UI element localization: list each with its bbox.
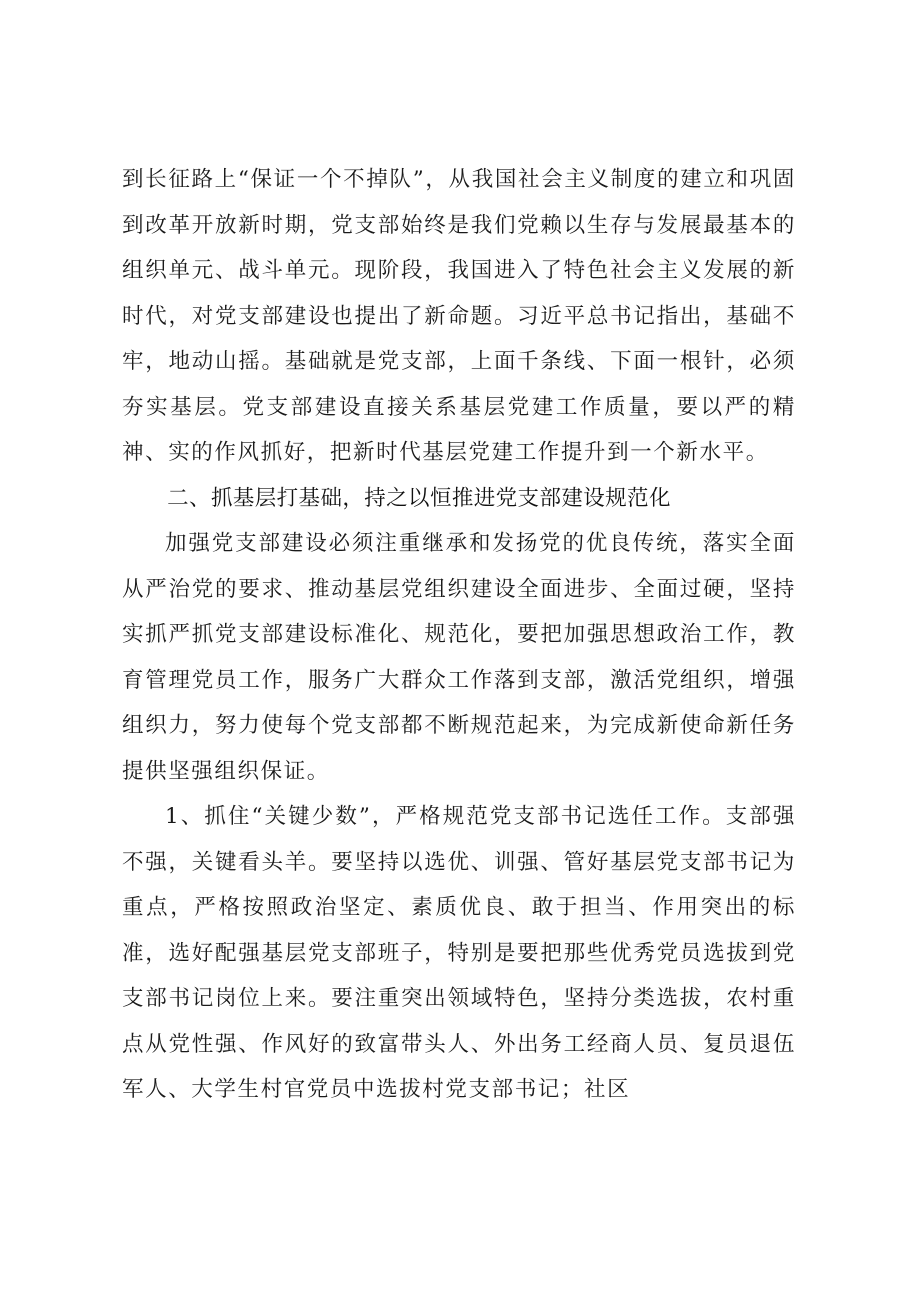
document-body: [122, 157, 796, 1113]
continuation-paragraph: 到长征路上“保证一个不掉队”，从我国社会主义制度的建立和巩固到改革开放新时期，党支部始终是我们党赖以生存与发展最基本的组织单元、战斗单元。现阶段，我国进入了特色社会主义发展的新时代，对党支部建设也提出了新命题。习近平总书记指出，基础不牢，地动山摇。基础就是党支部，上面千条线、下面一根针，必须夯实基层。党支部建设直接关系基层党建工作质量，要以严的精神、实的作风抓好，把新时代基层党建工作提升到一个新水平。: [122, 167, 796, 465]
section-heading: 二、抓基层打基础，持之以恒推进党支部建设规范化: [167, 485, 671, 511]
point-one-paragraph: 1、抓住“关键少数”，严格规范党支部书记选任工作。支部强不强，关键看头羊。要坚持以选优、训强、管好基层党支部书记为重点，严格按照政治坚定、素质优良、敢于担当、作用突出的标准，选好配强基层党支部班子，特别是要把那些优秀党员选拔到党支部书记岗位上来。要注重突出领域特色，坚持分类选拔，农村重点从党性强、作风好的致富带头人、外出务工经商人员、复员退伍军人、大学生村官党员中选拔村党支部书记；社区: [122, 804, 796, 1102]
section-intro-paragraph: 加强党支部建设必须注重继承和发扬党的优良传统，落实全面从严治党的要求、推动基层党组织建设全面进步、全面过硬，坚持实抓严抓党支部建设标准化、规范化，要把加强思想政治工作，教育管理党员工作，服务广大群众工作落到支部，激活党组织，增强组织力，努力使每个党支部都不断规范起来，为完成新使命新任务提供坚强组织保证。: [122, 531, 796, 784]
